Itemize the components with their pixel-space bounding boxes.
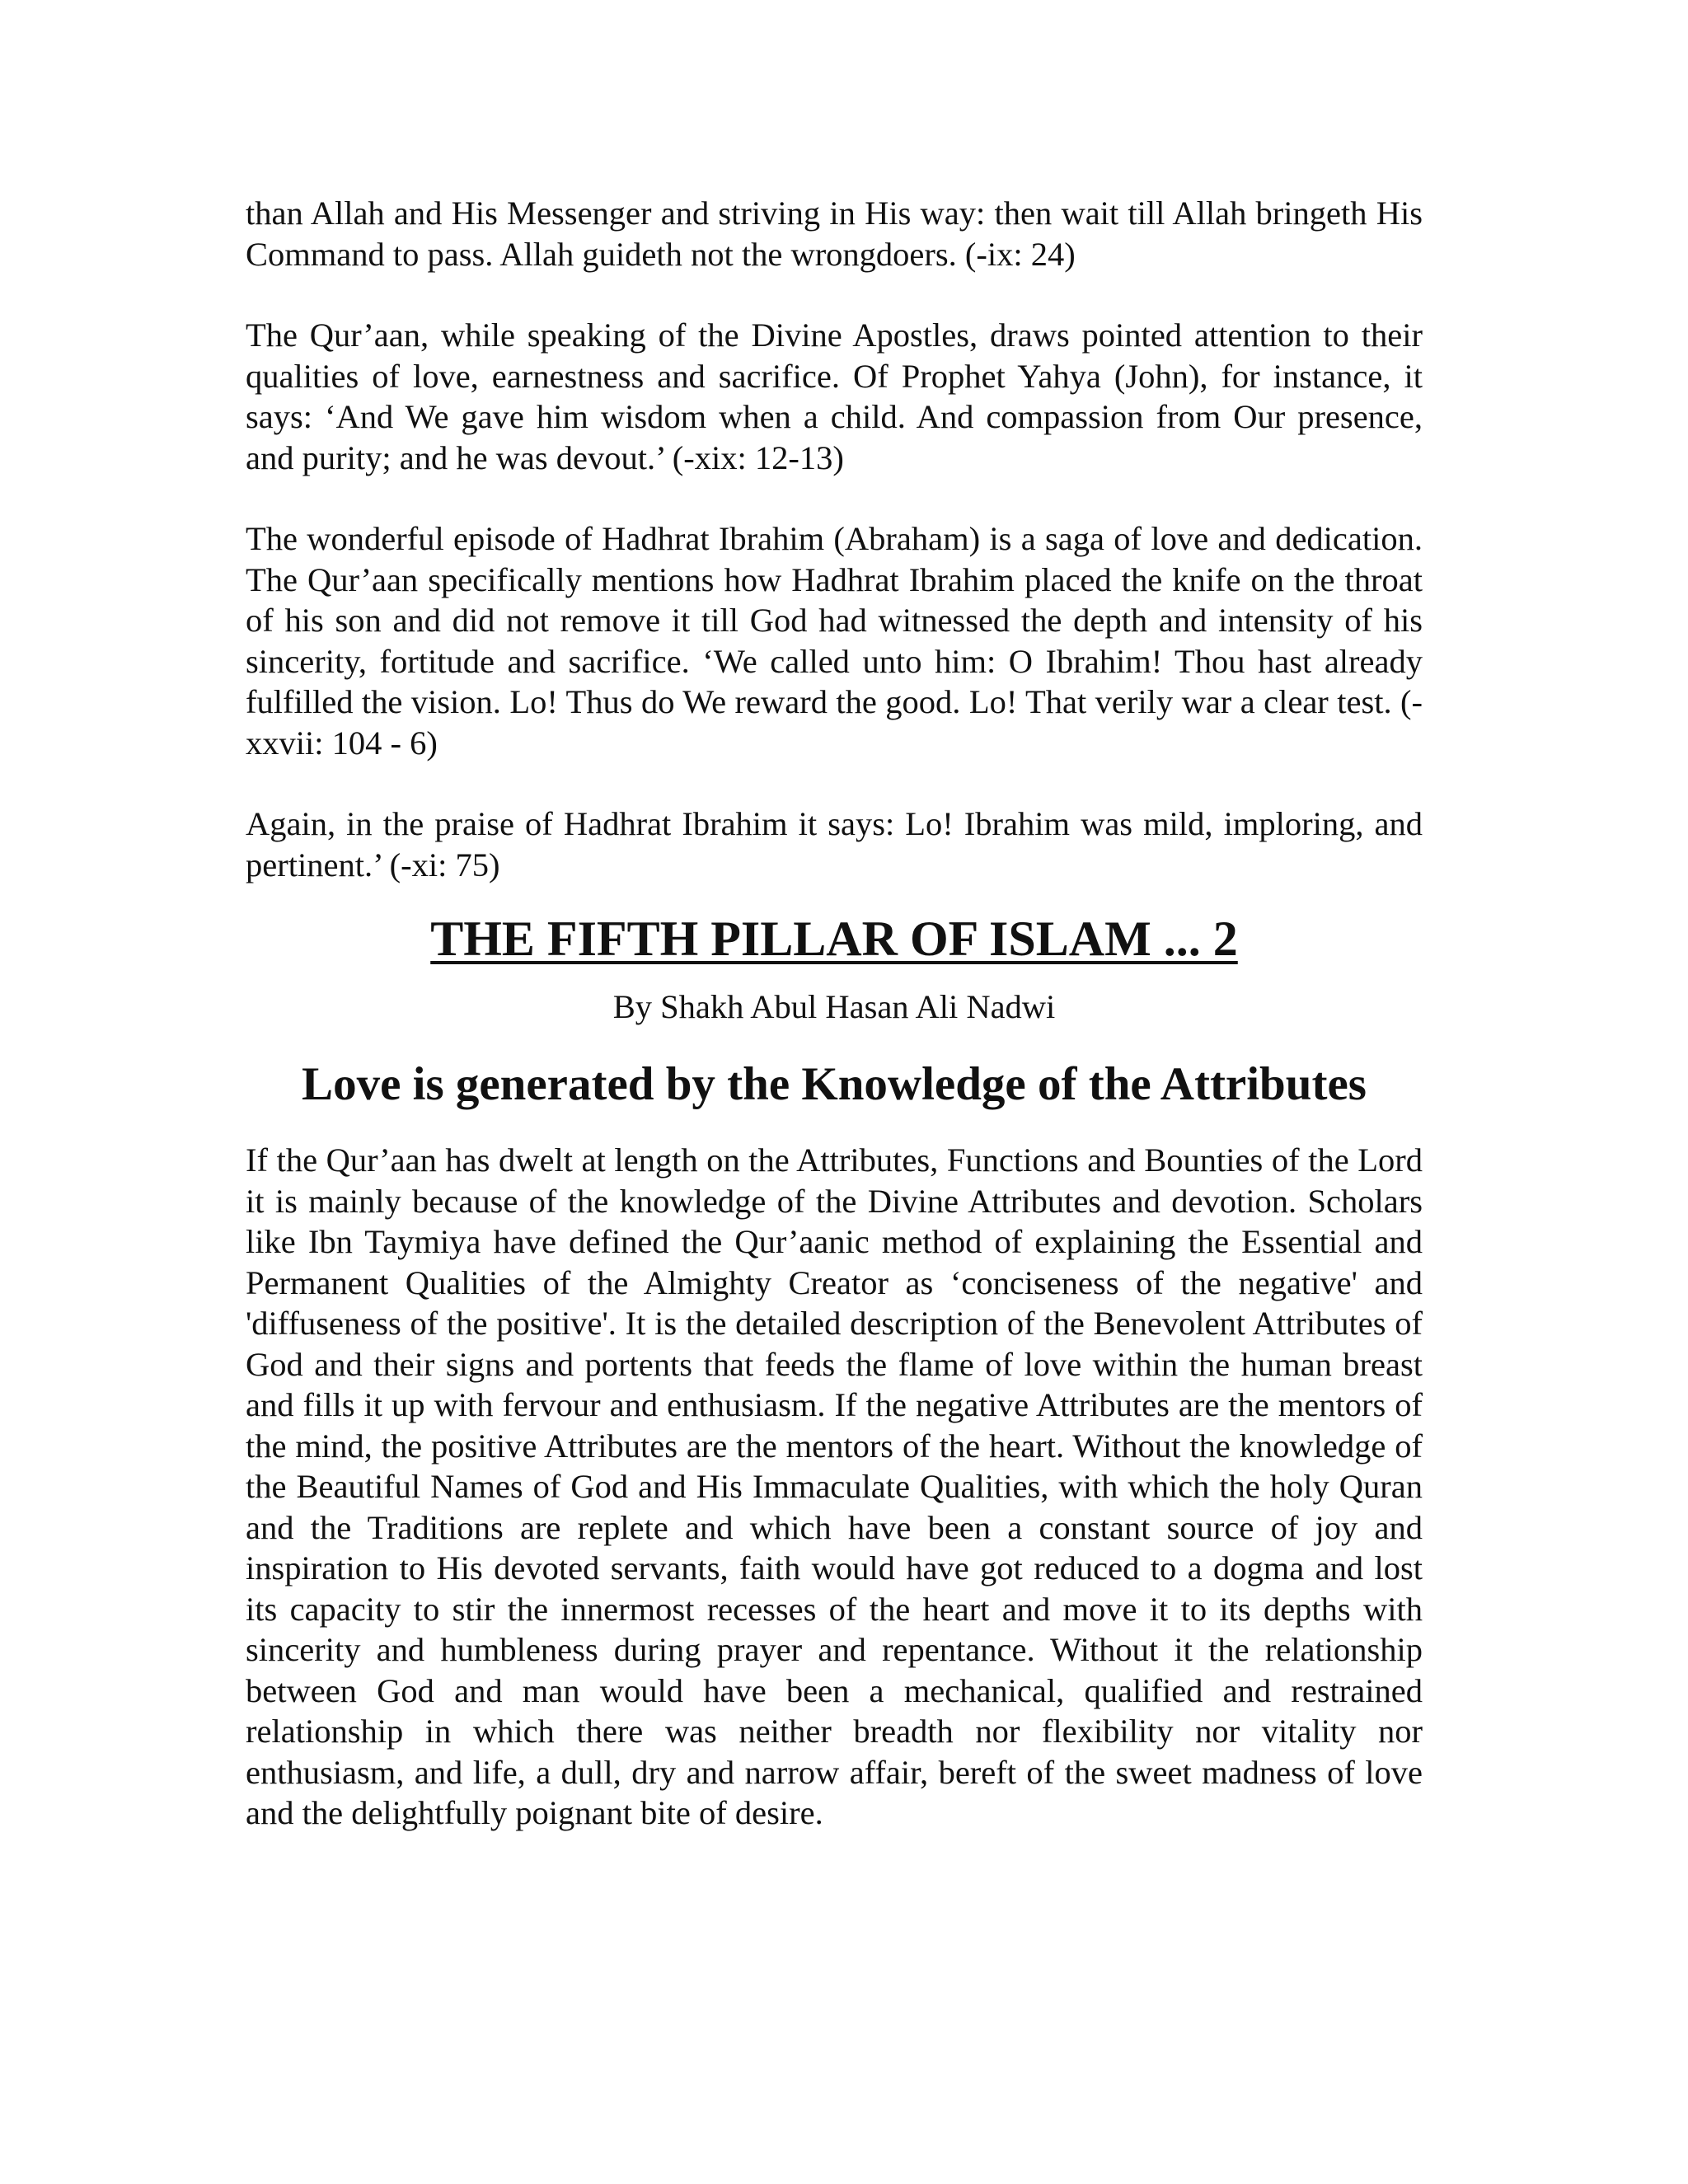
paragraph-ibrahim-praise: Again, in the praise of Hadhrat Ibrahim it says: Lo! Ibrahim was mild, imploring, and pertinent.’ (-xi: 75) [246,805,1423,883]
document-page [246,193,1423,1874]
article-title: THE FIFTH PILLAR OF ISLAM ... 2 [430,912,1238,966]
article-byline: By Shakh Abul Hasan Ali Nadwi [612,988,1056,1025]
paragraph-attributes-knowledge: If the Qur’aan has dwelt at length on the Attributes, Functions and Bounties of the Lord it is mainly because of the knowledge of the Divine Attributes and devotion. Scholars like Ibn Taymiya have defined the Qur’aanic method of explaining the Essential and Permanent Qualities of the Almighty Creator as ‘conciseness of the negative' and 'diffuseness of the positive'. It is the detailed description of the Benevolent Attributes of God and their signs and portents that feeds the flame of love within the human breast and fills it up with fervour and enthusiasm. If the negative Attributes are the mentors of the mind, the positive Attributes are the mentors of the heart. Without the knowledge of the Beautiful Names of God and His Immaculate Qualities, with which the holy Quran and the Traditions are replete and which have been a constant source of joy and inspiration to His devoted servants, faith would have got reduced to a dogma and lost its capacity to stir the innermost recesses of the heart and move it to its depths with sincerity and humbleness during prayer and repentance. Without it the relationship between God and man would have been a mechanical, qualified and restrained relationship in which there was neither breadth nor flexibility nor vitality nor enthusiasm, and life, a dull, dry and narrow affair, bereft of the sweet madness of love and the delightfully poignant bite of desire. [246,1141,1423,1831]
paragraph-hadhrat-ibrahim-saga: The wonderful episode of Hadhrat Ibrahim (Abraham) is a saga of love and dedication. The Qur’aan specifically mentions how Hadhrat Ibrahim placed the knife on the throat of his son and did not remove it till God had witnessed the depth and intensity of his sincerity, fortitude and sacrifice. ‘We called unto him: O Ibrahim! Thou hast already fulfilled the vision. Lo! Thus do We reward the good. Lo! That verily war a clear test. (-xxvii: 104 - 6) [246,520,1423,762]
paragraph-divine-apostles: The Qur’aan, while speaking of the Divine Apostles, draws pointed attention to their qualities of love, earnestness and sacrifice. Of Prophet Yahya (John), for instance, it says: ‘And We gave him wisdom when a child. And compassion from Our presence, and purity; and he was devout.’ (-xix: 12-13) [246,316,1423,476]
section-heading: Love is generated by the Knowledge of the Attributes [302,1058,1367,1110]
paragraph-quran-verse-continuation: than Allah and His Messenger and striving in His way: then wait till Allah bringeth His Command to pass. Allah guideth not the wrongdoers. (-ix: 24) [246,194,1423,273]
